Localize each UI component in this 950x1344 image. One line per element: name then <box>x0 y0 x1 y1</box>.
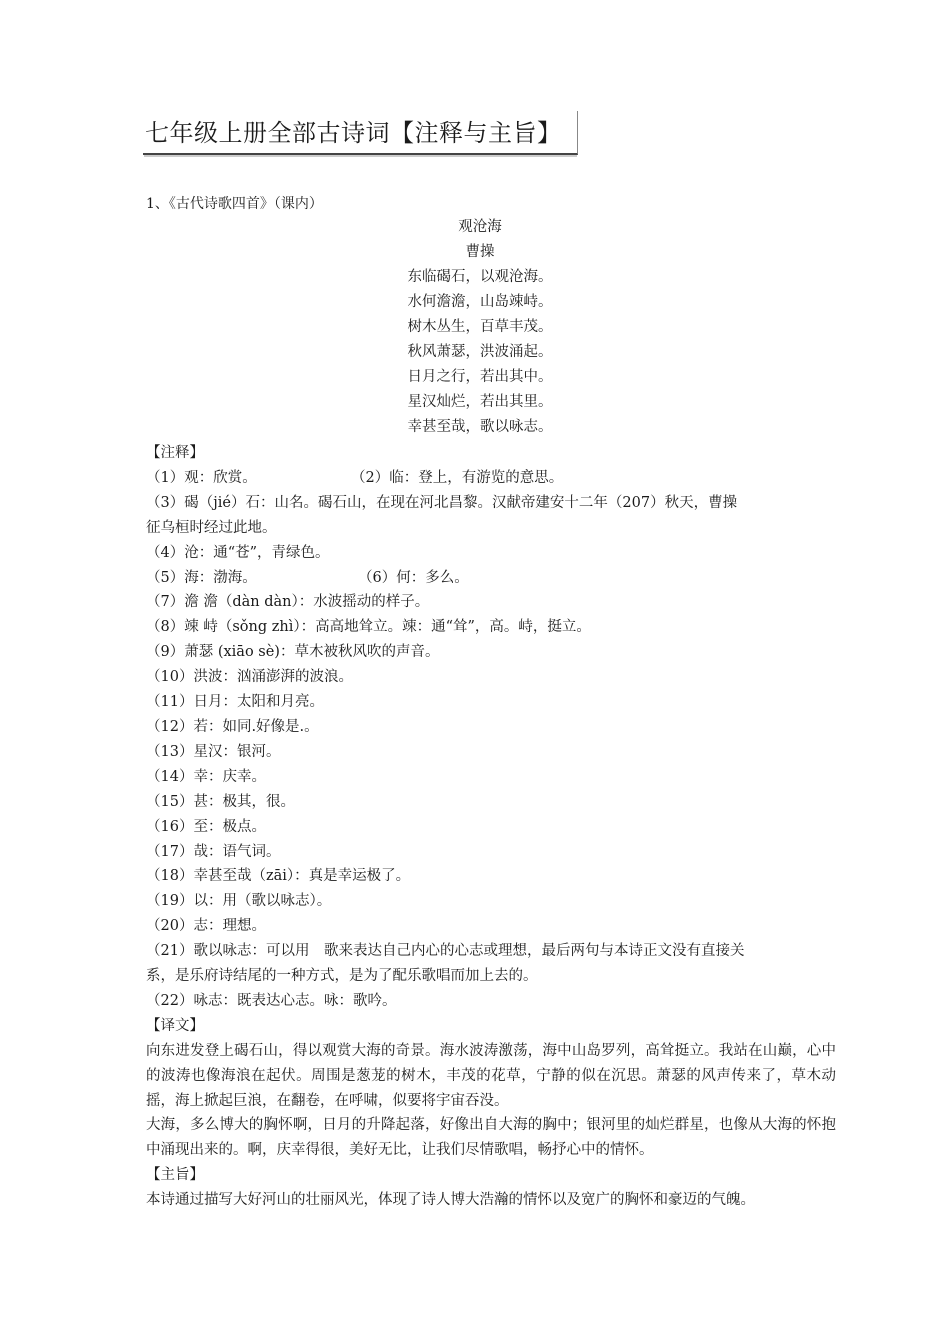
poem-line: 水何澹澹，山岛竦峙。 <box>407 294 553 310</box>
note-item: （5）海：渤海。 <box>146 569 257 586</box>
theme-text: 本诗通过描写大好河山的壮丽风光，体现了诗人博大浩瀚的情怀以及宽广的胸怀和豪迈的气魄。 <box>146 1192 755 1209</box>
note-item: （18）幸甚至哉（zāi）：真是幸运极了。 <box>146 868 411 885</box>
poem-line: 日月之行，若出其中。 <box>407 369 553 385</box>
notes-heading: 【注释】 <box>146 445 204 461</box>
title-box <box>143 111 578 155</box>
note-item: （19）以：用（歌以咏志）。 <box>146 893 332 910</box>
note-item: （20）志：理想。 <box>146 918 266 935</box>
note-item: （8）竦 峙（sǒng zhì）：高高地耸立。竦：通“耸”，高。峙，挺立。 <box>146 619 591 636</box>
note-item: （13）星汉：银河。 <box>146 743 281 760</box>
note-item: （17）哉：语气词。 <box>146 843 281 860</box>
note-item: （9）萧瑟 (xiāo sè)：草木被秋风吹的声音。 <box>146 644 440 661</box>
note-item: （1）观：欣赏。 <box>146 469 257 486</box>
note-item: （15）甚：极其，很。 <box>146 793 295 810</box>
note-item: （6）何：多么。 <box>358 569 469 586</box>
note-item: （7）澹 澹（dàn dàn）：水波摇动的样子。 <box>146 594 430 611</box>
poem-line: 星汉灿烂，若出其里。 <box>407 394 553 410</box>
note-item: （4）沧：通“苍”，青绿色。 <box>146 544 330 561</box>
note-item: （16）至：极点。 <box>146 818 266 835</box>
translation-heading: 【译文】 <box>146 1017 204 1034</box>
note-item: （3）碣（jié）石：山名。碣石山，在现在河北昌黎。汉献帝建安十二年（207）秋天，曹操 <box>146 494 738 511</box>
translation-paragraph: 向东进发登上碣石山，得以观赏大海的奇景。海水波涛激荡，海中山岛罗列，高耸挺立。我站在山巅，心中的波涛也像海浪在起伏。周围是葱茏的树木，丰茂的花草，宁静的似在沉思。萧瑟的风声传来了，草木动摇，海上掀起巨浪，在翻卷，在呼啸，似要将宇宙吞没。 <box>146 1042 836 1109</box>
note-item: （22）咏志：既表达心志。咏：歌吟。 <box>146 992 397 1009</box>
note-item: （14）幸：庆幸。 <box>146 768 266 785</box>
note-row <box>146 566 836 591</box>
poem-line: 幸甚至哉，歌以咏志。 <box>407 419 553 435</box>
poem-line: 东临碣石，以观沧海。 <box>407 269 553 285</box>
section-heading: 1、《古代诗歌四首》（课内） <box>146 196 323 212</box>
page-title: 七年级上册全部古诗词【注释与主旨】 <box>145 119 562 147</box>
note-item: （21）歌以咏志：可以用 歌来表达自己内心的心志或理想，最后两句与本诗正文没有直接关 <box>146 943 745 960</box>
note-row <box>146 466 836 491</box>
note-item: 系，是乐府诗结尾的一种方式，是为了配乐歌唱而加上去的。 <box>146 968 538 985</box>
theme-heading: 【主旨】 <box>146 1167 204 1184</box>
translation-paragraph: 大海，多么博大的胸怀啊，日月的升降起落，好像出自大海的胸中；银河里的灿烂群星，也像从大海的怀抱中涌现出来的。啊，庆幸得很，美好无比，让我们尽情歌唱，畅抒心中的情怀。 <box>146 1117 836 1159</box>
note-item: （2）临：登上，有游览的意思。 <box>351 469 564 486</box>
notes-content <box>146 441 836 1213</box>
poem-author: 曹操 <box>465 244 495 260</box>
poem-block <box>380 215 580 440</box>
poem-line: 秋风萧瑟，洪波涌起。 <box>407 344 553 360</box>
poem-line: 树木丛生，百草丰茂。 <box>407 319 553 335</box>
note-item: （12）若：如同.好像是.。 <box>146 718 319 735</box>
note-item: （11）日月：太阳和月亮。 <box>146 694 324 711</box>
note-item: 征乌桓时经过此地。 <box>146 519 277 536</box>
poem-title: 观沧海 <box>458 219 502 235</box>
note-item: （10）洪波：汹涌澎湃的波浪。 <box>146 669 353 686</box>
